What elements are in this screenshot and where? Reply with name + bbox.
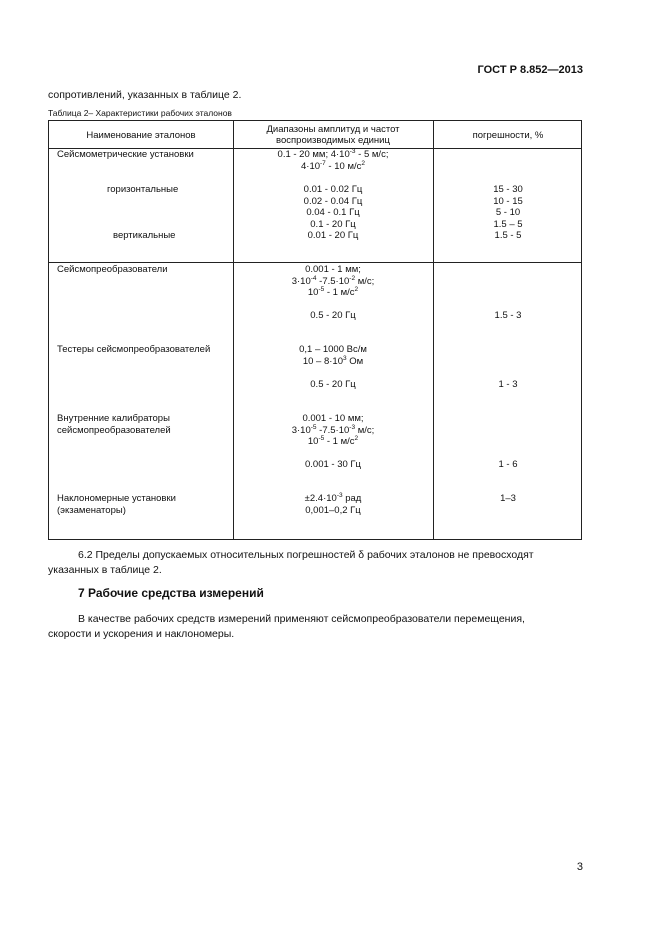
testers-range-1: 0,1 – 1000 Вс/м xyxy=(299,344,367,355)
seismometric-range-2: $4\cdot 10^{-7} - 10$ $м/с^2$ xyxy=(301,159,365,172)
horizontal-range: 0.02 - 0.04 Гц xyxy=(303,195,363,207)
calibrators-error: 1 - 6 xyxy=(498,459,518,470)
calibrators-range-2: $3\cdot 10^{-5}$ $-7.5\cdot 10^{-3}$ м/с; xyxy=(291,423,375,436)
inclinometers-range-2: 0,001–0,2 Гц xyxy=(305,504,361,516)
intro-text: сопротивлений, указанных в таблице 2. xyxy=(48,89,242,101)
header-error: погрешности, % xyxy=(472,130,544,141)
horizontal-error: 15 - 30 xyxy=(493,184,523,195)
page-number: 3 xyxy=(576,861,583,873)
section-7-text-line2: скорости и ускорения и наклономеры. xyxy=(48,628,235,640)
horizontal-error: 5 - 10 xyxy=(495,207,521,218)
section-7-text-line1: В качестве рабочих средств измерений применяют сейсмопреобразователи перемещения, xyxy=(78,613,525,625)
header-name: Наименование эталонов xyxy=(86,130,196,141)
calibrators-freq: 0.001 - 30 Гц xyxy=(304,459,361,470)
calibrators-range-1: 0.001 - 10 мм; xyxy=(302,413,364,424)
inclinometers-error: 1–3 xyxy=(500,493,516,504)
calibrators-range-3: $10^{-5} - 1$ $м/с^2$ xyxy=(307,435,359,447)
inclinometers-range-1: $\pm 2.4\cdot 10^{-3}$ рад xyxy=(304,492,362,504)
horizontal-range: 0.04 - 0.1 Гц xyxy=(306,207,360,218)
transducers-error: 1.5 - 3 xyxy=(494,310,522,321)
horizontal-error: 10 - 15 xyxy=(493,195,523,207)
horizontal-label: горизонтальные xyxy=(107,184,179,195)
transducers-name: Сейсмопреобразователи xyxy=(57,264,168,275)
calibrators-name-line2: сейсмопреобразователей xyxy=(57,424,171,436)
section-7-title: 7 Рабочие средства измерений xyxy=(78,586,264,600)
horizontal-error: 1.5 – 5 xyxy=(493,218,523,230)
transducers-range-3: $10^{-5} - 1$ $м/с^2$ xyxy=(307,286,359,298)
vertical-range: 0.01 - 20 Гц xyxy=(307,230,359,241)
table-caption: Таблица 2– Характеристики рабочих эталонов xyxy=(48,108,232,118)
para-6-2-line2: указанных в таблице 2. xyxy=(48,564,162,576)
calibrators-name-line1: Внутренние калибраторы xyxy=(57,413,170,424)
horizontal-range: 0.1 - 20 Гц xyxy=(310,218,356,230)
vertical-label: вертикальные xyxy=(113,230,176,241)
transducers-range-2: $3\cdot 10^{-4}$ $-7.5\cdot 10^{-2}$ м/с; xyxy=(291,274,375,287)
testers-freq: 0.5 - 20 Гц xyxy=(310,379,356,390)
vertical-error: 1.5 - 5 xyxy=(494,230,522,241)
transducers-freq: 0.5 - 20 Гц xyxy=(310,310,356,321)
row-divider xyxy=(49,262,581,263)
header-range-line1: Диапазоны амплитуд и частот xyxy=(266,124,400,135)
inclinometers-name-line2: (экзаменаторы) xyxy=(57,504,126,516)
testers-name: Тестеры сейсмопреобразователей xyxy=(57,344,211,355)
testers-range-2: $10 - 8\cdot 10^3$ Ом xyxy=(302,354,364,367)
horizontal-range: 0.01 - 0.02 Гц xyxy=(303,184,363,195)
inclinometers-name-line1: Наклономерные установки xyxy=(57,493,176,504)
document-id: ГОСТ Р 8.852—2013 xyxy=(477,64,583,76)
seismometric-name: Сейсмометрические установки xyxy=(57,149,194,160)
seismometric-range-1: 0.1 - 20 мм; $4\cdot 10^{-3} - 5$ м/с; xyxy=(277,148,389,160)
para-6-2-line1: 6.2 Пределы допускаемых относительных погрешностей δ рабочих эталонов не превосходят xyxy=(78,549,534,561)
testers-error: 1 - 3 xyxy=(498,379,518,390)
header-range-line2: воспроизводимых единиц xyxy=(276,135,390,146)
characteristics-table xyxy=(48,120,582,540)
transducers-range-1: 0.001 - 1 мм; xyxy=(305,264,361,275)
